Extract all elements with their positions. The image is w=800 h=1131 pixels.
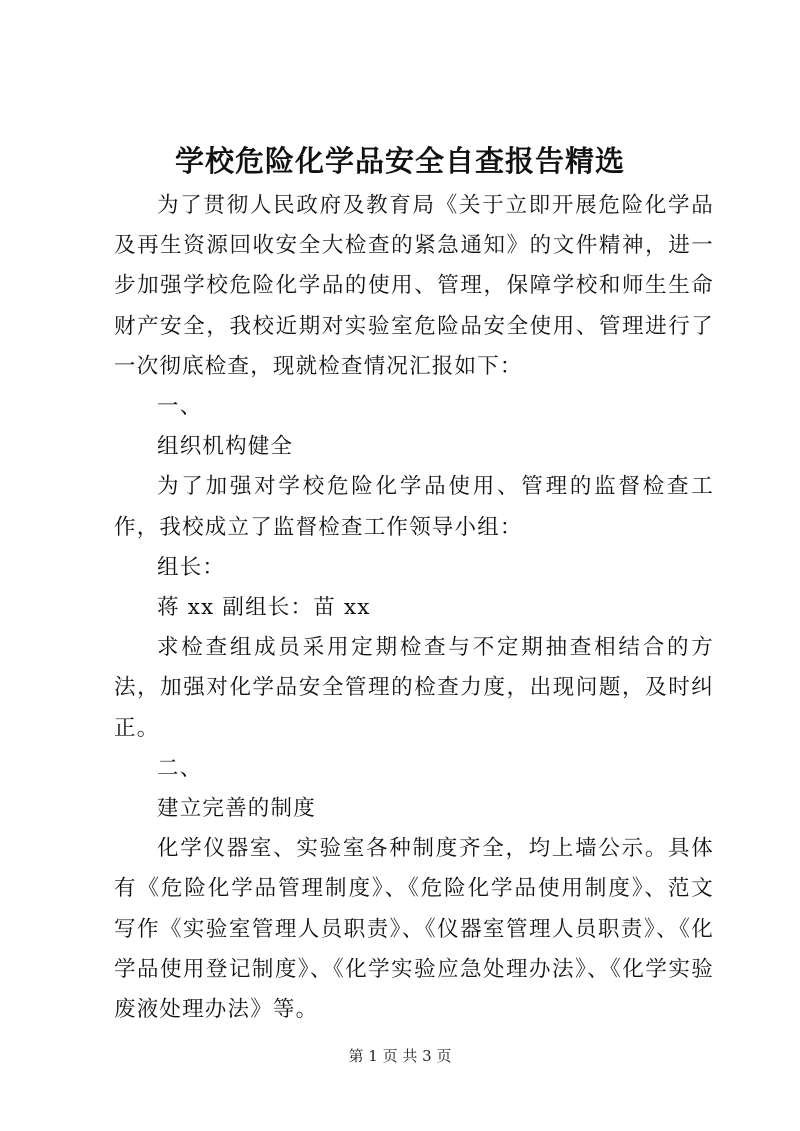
paragraph-intro: 为了贯彻人民政府及教育局《关于立即开展危险化学品及再生资源回收安全大检查的紧急通知》的文件精神，进一步加强学校危险化学品的使用、管理，保障学校和师生生命财产安全，我校近期对实验室危险品安全使用、管理进行了一次彻底检查，现就检查情况汇报如下： bbox=[114, 193, 714, 379]
paragraph-regulations: 化学仪器室、实验室各种制度齐全，均上墙公示。具体有《危险化学品管理制度》、《危险化学品使用制度》、范文写作《实验室管理人员职责》、《仪器室管理人员职责》、《化学品使用登记制度》、《化学实验应急处理办法》、《化学实验废液处理办法》等。 bbox=[114, 836, 714, 1023]
section-number-2: 二、 bbox=[157, 755, 203, 781]
section-heading-2: 建立完善的制度 bbox=[157, 796, 316, 822]
page-footer: 第 1 页 共 3 页 bbox=[348, 1047, 452, 1065]
paragraph-leader: 组长： bbox=[157, 554, 226, 580]
paragraph-members: 蒋 xx 副组长：苗 xx bbox=[157, 595, 371, 621]
section-heading-1: 组织机构健全 bbox=[157, 434, 294, 460]
paragraph-supervision: 为了加强对学校危险化学品使用、管理的监督检查工作，我校成立了监督检查工作领导小组： bbox=[114, 474, 714, 540]
document-title: 学校危险化学品安全自查报告精选 bbox=[174, 144, 625, 178]
section-number-1: 一、 bbox=[157, 394, 203, 420]
paragraph-inspection-method: 求检查组成员采用定期检查与不定期抽查相结合的方法，加强对化学品安全管理的检查力度，出现问题，及时纠正。 bbox=[114, 635, 714, 741]
document-body bbox=[114, 186, 714, 1030]
